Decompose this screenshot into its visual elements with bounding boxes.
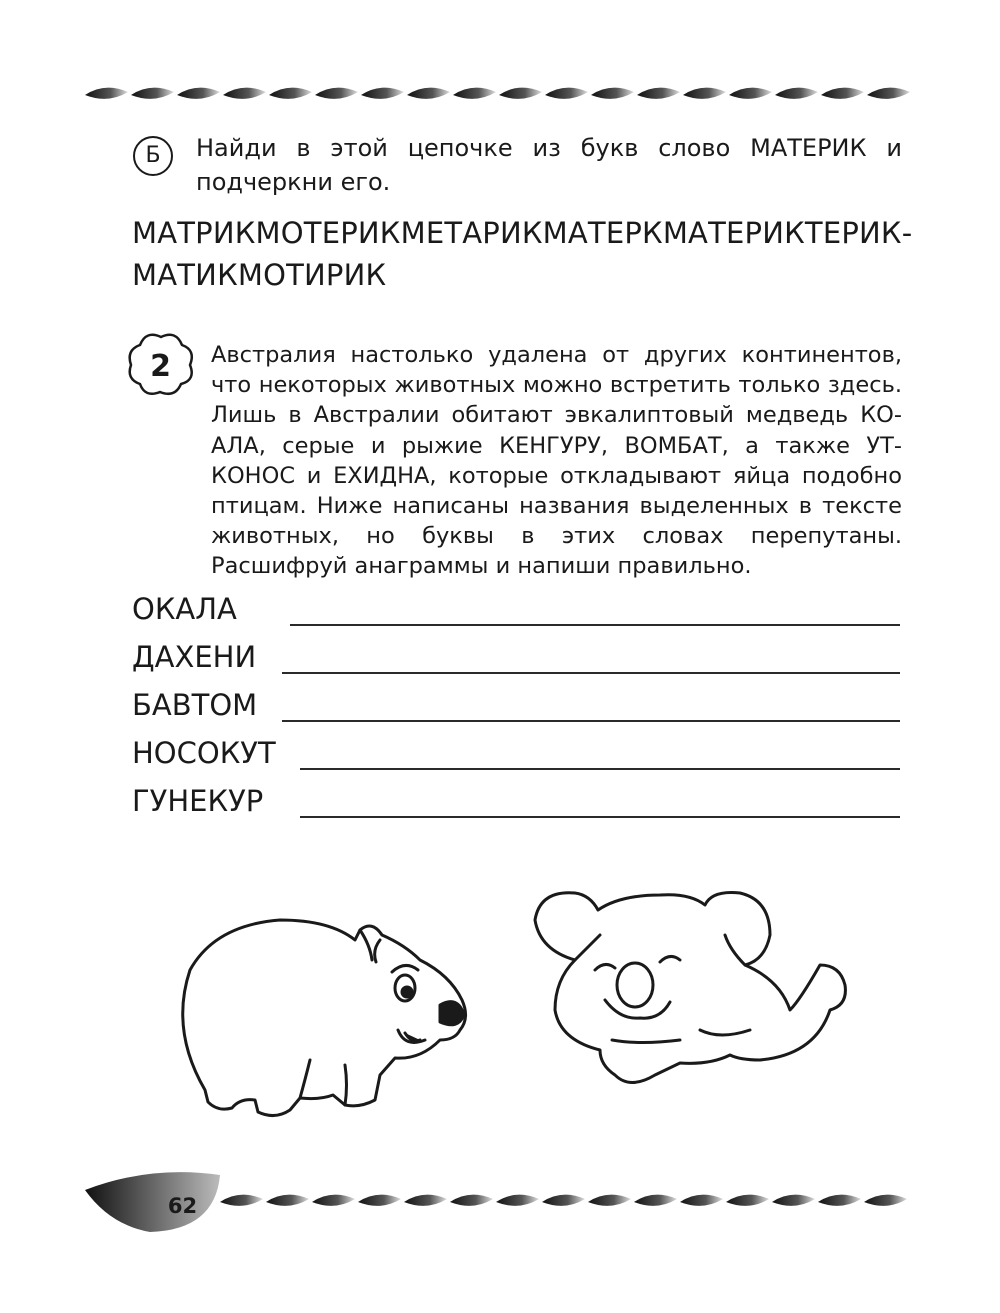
anagram-word: ОКАЛА <box>132 592 237 626</box>
letter-chain-line-2: МАТИКМОТИРИК <box>132 258 387 292</box>
answer-line[interactable] <box>290 624 900 626</box>
page-number: 62 <box>167 1194 198 1218</box>
top-leaf-border <box>85 88 910 99</box>
anagram-word: НОСОКУТ <box>132 736 276 770</box>
answer-line[interactable] <box>300 768 900 770</box>
letter-chain-line-1: МАТРИКМОТЕРИКМЕТАРИКМАТЕРКМАТЕРИКТЕРИК- <box>132 216 913 250</box>
task-2-badge: 2 <box>150 349 171 384</box>
wombat-illustration <box>183 920 466 1116</box>
answer-line[interactable] <box>300 816 900 818</box>
task-b-instruction: Найди в этой цепочке из букв слово МАТЕРИК и подчеркни его. <box>196 134 902 196</box>
anagram-word: ДАХЕНИ <box>132 640 257 674</box>
answer-line[interactable] <box>282 672 900 674</box>
bottom-leaf-border <box>85 1172 907 1232</box>
koala-illustration <box>535 893 845 1083</box>
answer-line[interactable] <box>282 720 900 722</box>
anagram-word: ГУНЕКУР <box>132 784 264 818</box>
anagram-word: БАВТОМ <box>132 688 258 722</box>
task-2-text: Австралия настолько удалена от других континентов, что некоторых животных можно встретить только здесь. Лишь в Австралии обитают эвкалиптовый медведь КО-АЛА, серые и рыжие КЕНГУРУ, ВОМБАТ, а также УТ-КОНОС и ЕХИДНА, которые откладывают яйца подобно птицам. Ниже написаны названия выделенных в тексте животных, но буквы в этих словах перепутаны. Расшифруй анаграммы и напиши правильно. <box>211 342 902 580</box>
task-b-badge: Б <box>133 136 173 176</box>
